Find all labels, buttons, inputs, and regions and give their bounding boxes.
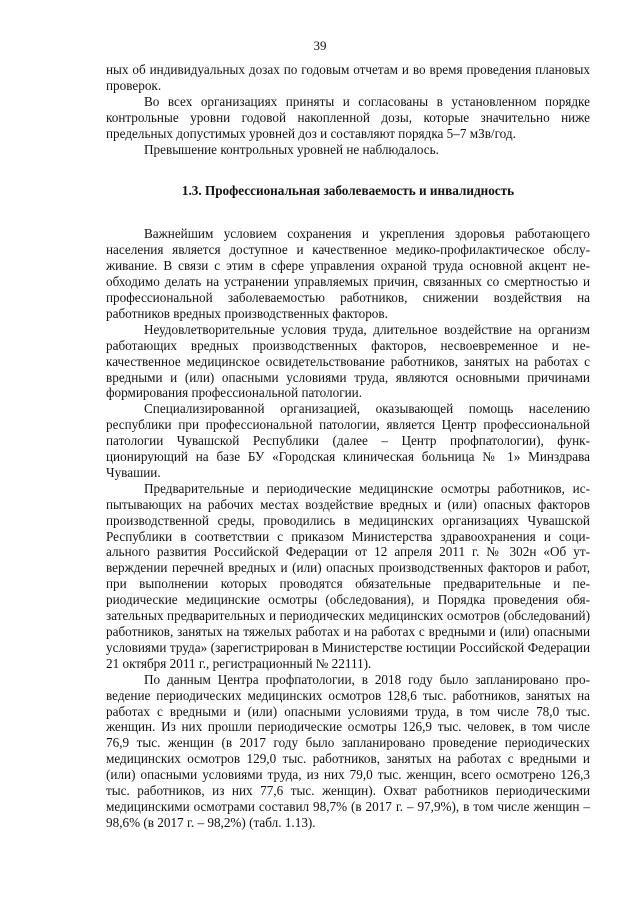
paragraph-medical-examinations: Предварительные и периодические медицинские осмотры работников, испытывающих на рабочих местах воздействие вредных и (или) опасных факторов производственной среды, проводились в медицинских организациях Чувашской Республики в соответствии с приказом Министерства здравоохранения и социального развития Российской Федерации от 12 апреля 2011 г. № 302н «Об утверждении перечней вредных и (или) опасных производственных факторов и работ, при выполнении которых проводятся обязательные предварительные и периодические медицинские осмотры (обследования), и Порядка проведения обязательных предварительных и периодических медицинских осмотров (обследований) работников, занятых на тяжелых работах и на работах с вредными и (или) опасными условиями труда» (зарегистрирован в Министерстве юстиции Российской Федерации 21 октября 2011 г., регистрационный № 22111). xyxy=(106,480,590,671)
paragraph-working-conditions: Неудовлетворительные условия труда, длительное воздействие на организм работающих вредных производственных факторов, несвоевременное и некачественное медицинское освидетельствование работников, занятых на работах с вредными и (или) опасными условиями труда, являются основными причинами формирования профессиональной патологии. xyxy=(106,321,590,401)
paragraph-continued: ных об индивидуальных дозах по годовым отчетам и во время проведения плановых проверок. xyxy=(106,62,590,93)
paragraph-no-exceedance: Превышение контрольных уровней не наблюдалось. xyxy=(144,141,439,157)
paragraph-control-levels: Во всех организациях приняты и согласованы в установленном порядке контрольные уровни годовой накопленной дозы, которые значительно ниже предельных допустимых уровней доз и составляют порядка 5–7 мЗв/год. xyxy=(106,93,590,141)
paragraph-health-conditions: Важнейшим условием сохранения и укрепления здоровья работающего населения является доступное и качественное медико-профилактическое обслуживание. В связи с этим в сфере управления охраной труда основной акцент необходимо делать на устранении управляемых причин, связанных со смертностью и профессиональной заболеваемостью работников, снижении воздействия на работников вредных производственных факторов. xyxy=(106,226,590,321)
document-body xyxy=(106,62,590,831)
paragraph-statistics: По данным Центра профпатологии, в 2018 году было запланировано проведение периодических медицинских осмотров 128,6 тыс. работников, занятых на работах с вредными и (или) опасными условиями труда, в том числе 78,0 тыс. женщин. Из них прошли периодические осмотры 126,9 тыс. человек, в том числе 76,9 тыс. женщин (в 2017 году было запланировано проведение периодических медицинских осмотров 129,0 тыс. работников, занятых на работах с вредными и (или) опасными условиями труда, из них 79,0 тыс. женщин, всего осмотрено 126,3 тыс. работников, из них 77,6 тыс. женщин). Охват работников периодическими медицинскими осмотрами составил 98,7% (в 2017 г. – 97,9%), в том числе женщин – 98,6% (в 2017 г. – 98,2%) (табл. 1.13). xyxy=(106,671,590,830)
page-number: 39 xyxy=(313,38,327,53)
section-heading: 1.3. Профессиональная заболеваемость и инвалидность xyxy=(181,183,515,199)
paragraph-specialized-center: Специализированной организацией, оказывающей помощь населению республики при профессиональной патологии, является Центр профессиональной патологии Чувашской Республики (далее – Центр профпатологии), функционирующий на базе БУ «Городская клиническая больница № 1» Минздрава Чувашии. xyxy=(106,401,590,480)
